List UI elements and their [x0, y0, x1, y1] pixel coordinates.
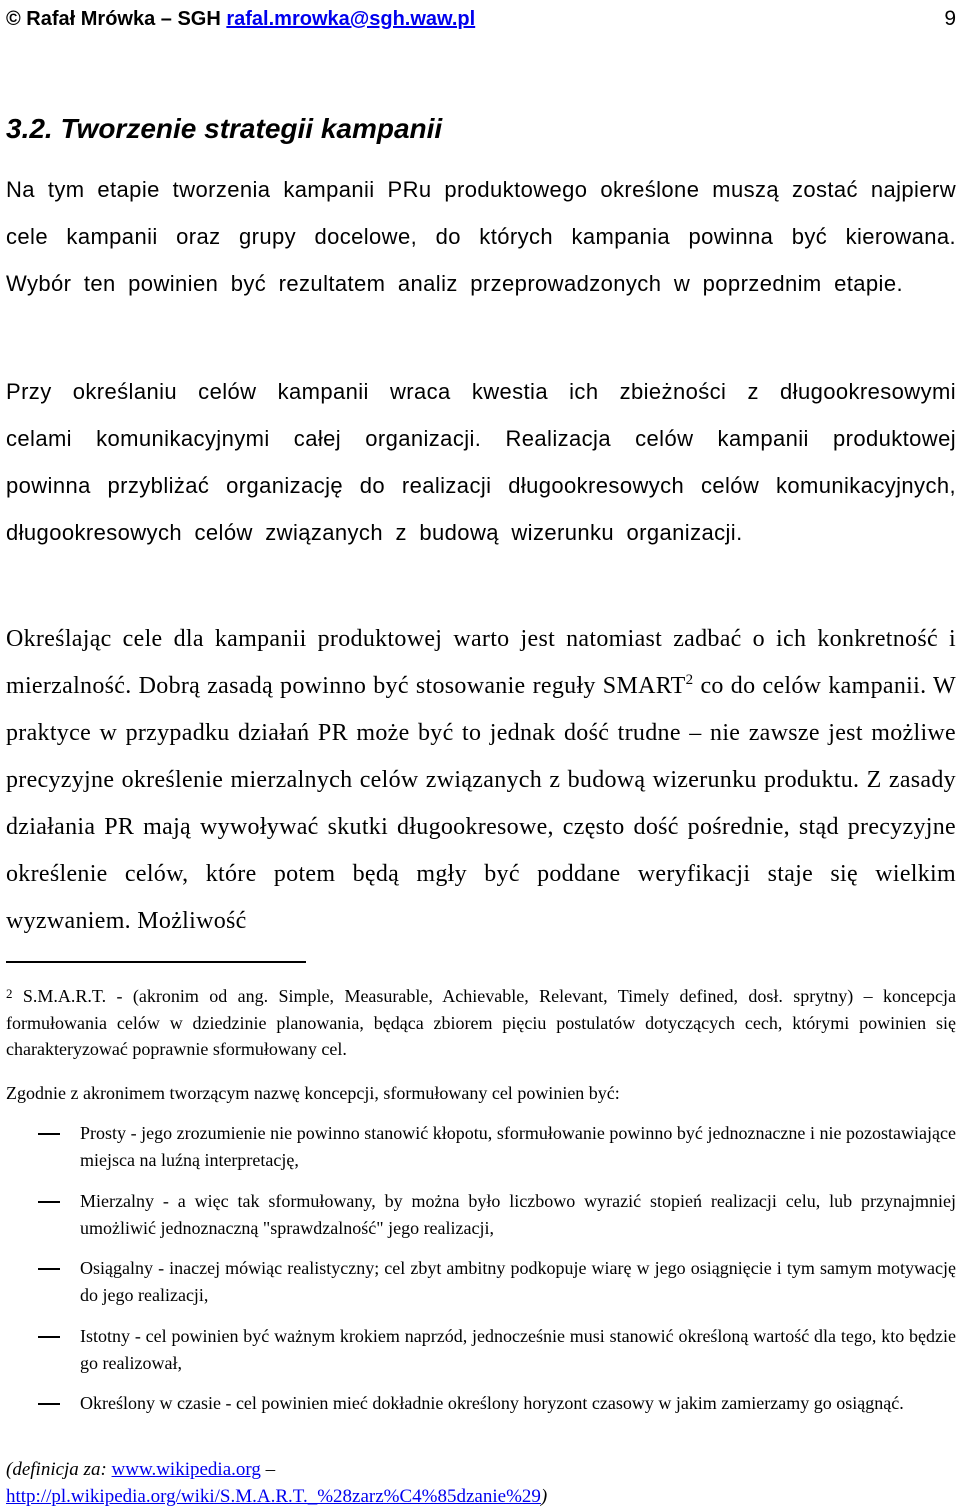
source-suffix: ): [540, 1486, 548, 1507]
smart-intro: Zgodnie z akronimem tworzącym nazwę koncepcji, sformułowany cel powinien być:: [6, 1083, 620, 1103]
footnote: [6, 983, 956, 1063]
section-heading: 3.2. Tworzenie strategii kampanii: [6, 113, 443, 144]
list-item-text: Określony w czasie - cel powinien mieć dokładnie określony horyzont czasowy w jakim zamierzamy go osiągnąć.: [80, 1393, 904, 1413]
paragraph-smart-rule: [6, 616, 956, 945]
list-item-text: Mierzalny - a więc tak sformułowany, by można było liczbowo wyrazić stopień realizacji celu, lub przynajmniej umożliwić jednoznaczną "sprawdzalność" jego realizacji,: [80, 1191, 956, 1238]
footnote-text: S.M.A.R.T. - (akronim od ang. Simple, Measurable, Achievable, Relevant, Timely defined, dosł. sprytny) – koncepcja formułowania celów w dziedzinie planowania, będąca zbiorem pięciu postulatów dotyczących cech, którymi powinien się charakteryzować poprawnie sformułowany cel.: [6, 986, 956, 1059]
paragraph-long-term-goals: Przy określaniu celów kampanii wraca kwestia ich zbieżności z długookresowymi celami komunikacyjnymi całej organizacji. Realizacja celów kampanii produktowej powinna przybliżać organizację do realizacji długookresowych celów komunikacyjnych, długookresowych celów związanych z budową wizerunku organizacji.: [6, 379, 956, 545]
dash-bullet-icon: [38, 1133, 60, 1135]
dash-bullet-icon: [38, 1403, 60, 1405]
wikipedia-home-link[interactable]: www.wikipedia.org: [111, 1459, 261, 1480]
source-prefix: (definicja za:: [6, 1459, 112, 1480]
footnote-marker: 2: [6, 986, 13, 1001]
footnote-reference[interactable]: 2: [685, 672, 694, 688]
header-author: © Rafał Mrówka – SGH: [6, 8, 221, 30]
page-header: [6, 4, 956, 34]
list-item-text: Prosty - jego zrozumienie nie powinno stanowić kłopotu, sformułowanie powinno być jednoznaczne i nie pozostawiające miejsca na luźną interpretację,: [80, 1123, 956, 1170]
dash-bullet-icon: [38, 1201, 60, 1203]
definition-source: [6, 1456, 956, 1510]
wikipedia-smart-link[interactable]: http://pl.wikipedia.org/wiki/S.M.A.R.T._%28zarz%C4%85dzanie%29: [6, 1486, 541, 1507]
paragraph-smart-rule-end: co do celów kampanii. W praktyce w przypadku działań PR może być to jednak dość trudne – nie zawsze jest możliwe precyzyjne określenie mierzalnych celów związanych z budową wizerunku produktu. Z zasady działania PR mają wywoływać skutki długookresowe, często dość pośrednie, stąd precyzyjne określenie celów, które potem będą mgły być poddane weryfikacji staje się wielkim wyzwaniem. Możliwość: [6, 673, 956, 934]
list-item-text: Osiągalny - inaczej mówiąc realistyczny; cel zbyt ambitny podkopuje wiarę w jego osiągnięcie i tym samym motywację do jego realizacji,: [80, 1258, 956, 1305]
source-dash: –: [260, 1459, 276, 1480]
paragraph-stage-goals: Na tym etapie tworzenia kampanii PRu produktowego określone muszą zostać najpierw cele kampanii oraz grupy docelowe, do których kampania powinna być kierowana. Wybór ten powinien być rezultatem analiz przeprowadzonych w poprzednim etapie.: [6, 177, 956, 296]
list-item-text: Istotny - cel powinien być ważnym krokiem naprzód, jednocześnie musi stanowić określoną wartość dla tego, kto będzie go realizował,: [80, 1326, 956, 1373]
paragraph-smart-rule-start: Określając cele dla kampanii produktowej warto jest natomiast zadbać o ich konkretność i mierzalność. Dobrą zasadą powinno być stosowanie reguły SMART: [6, 626, 956, 699]
dash-bullet-icon: [38, 1268, 60, 1270]
footnote-separator: [6, 961, 306, 963]
header-email-link[interactable]: rafal.mrowka@sgh.waw.pl: [226, 8, 476, 30]
page-number: 9: [944, 7, 956, 30]
dash-bullet-icon: [38, 1336, 60, 1338]
